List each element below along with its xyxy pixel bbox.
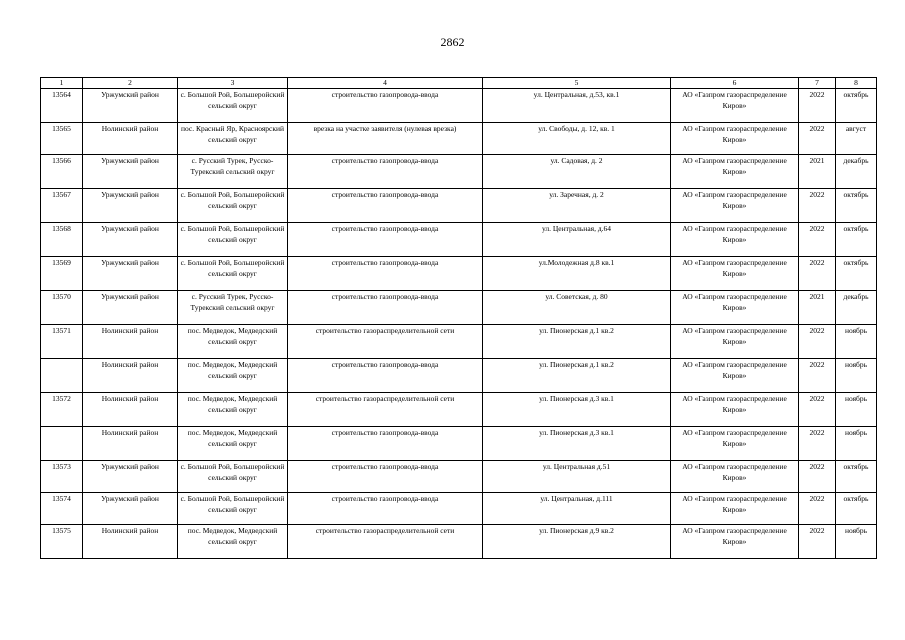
month-cell: октябрь	[836, 189, 877, 223]
row-number-cell: 13571	[41, 325, 83, 359]
year-cell: 2022	[799, 325, 836, 359]
year-cell: 2022	[799, 223, 836, 257]
month-cell: ноябрь	[836, 427, 877, 461]
work-type-cell: врезка на участке заявителя (нулевая врезка)	[288, 123, 483, 155]
district-cell: Уржумский район	[83, 189, 178, 223]
address-cell: ул. Советская, д. 80	[483, 291, 671, 325]
year-cell: 2021	[799, 155, 836, 189]
year-cell: 2022	[799, 257, 836, 291]
district-cell: Нолинский район	[83, 525, 178, 559]
locality-cell: пос. Медведок, Медведский сельский округ	[178, 359, 288, 393]
work-type-cell: строительство газораспределительной сети	[288, 525, 483, 559]
table-row	[41, 189, 877, 223]
table-row	[41, 325, 877, 359]
locality-cell: пос. Медведок, Медведский сельский округ	[178, 525, 288, 559]
work-type-cell: строительство газопровода-ввода	[288, 291, 483, 325]
table-row	[41, 291, 877, 325]
address-cell: ул. Пионерская д.3 кв.1	[483, 427, 671, 461]
locality-cell: пос. Красный Яр, Красноярский сельский округ	[178, 123, 288, 155]
locality-cell: пос. Медведок, Медведский сельский округ	[178, 393, 288, 427]
row-number-cell: 13568	[41, 223, 83, 257]
address-cell: ул. Центральная, д.64	[483, 223, 671, 257]
organization-cell: АО «Газпром газораспределение Киров»	[671, 291, 799, 325]
locality-cell: с. Большой Рой, Большеройский сельский округ	[178, 257, 288, 291]
table-row	[41, 359, 877, 393]
locality-cell: с. Большой Рой, Большеройский сельский округ	[178, 493, 288, 525]
district-cell: Уржумский район	[83, 89, 178, 123]
year-cell: 2022	[799, 393, 836, 427]
work-type-cell: строительство газопровода-ввода	[288, 257, 483, 291]
row-number-cell: 13565	[41, 123, 83, 155]
address-cell: ул. Центральная д.51	[483, 461, 671, 493]
district-cell: Нолинский район	[83, 427, 178, 461]
month-cell: август	[836, 123, 877, 155]
organization-cell: АО «Газпром газораспределение Киров»	[671, 189, 799, 223]
work-type-cell: строительство газопровода-ввода	[288, 493, 483, 525]
table-row	[41, 493, 877, 525]
address-cell: ул.Молодежная д.8 кв.1	[483, 257, 671, 291]
registry-table	[40, 77, 877, 559]
district-cell: Уржумский район	[83, 257, 178, 291]
column-number-row	[41, 78, 877, 89]
district-cell: Нолинский район	[83, 359, 178, 393]
year-cell: 2022	[799, 123, 836, 155]
table-row	[41, 89, 877, 123]
row-number-cell: 13573	[41, 461, 83, 493]
table-row	[41, 223, 877, 257]
address-cell: ул. Пионерская д.9 кв.2	[483, 525, 671, 559]
month-cell: октябрь	[836, 223, 877, 257]
address-cell: ул. Пионерская д.1 кв.2	[483, 359, 671, 393]
column-number: 8	[836, 78, 877, 89]
row-number-cell: 13570	[41, 291, 83, 325]
address-cell: ул. Пионерская д.1 кв.2	[483, 325, 671, 359]
row-number-cell: 13566	[41, 155, 83, 189]
row-number-cell	[41, 427, 83, 461]
locality-cell: с. Большой Рой, Большеройский сельский округ	[178, 189, 288, 223]
organization-cell: АО «Газпром газораспределение Киров»	[671, 257, 799, 291]
table-row	[41, 123, 877, 155]
district-cell: Нолинский район	[83, 123, 178, 155]
row-number-cell: 13575	[41, 525, 83, 559]
organization-cell: АО «Газпром газораспределение Киров»	[671, 359, 799, 393]
year-cell: 2021	[799, 291, 836, 325]
locality-cell: с. Большой Рой, Большеройский сельский округ	[178, 223, 288, 257]
page-number: 2862	[440, 35, 465, 49]
work-type-cell: строительство газопровода-ввода	[288, 223, 483, 257]
work-type-cell: строительство газораспределительной сети	[288, 325, 483, 359]
address-cell: ул. Свободы, д. 12, кв. 1	[483, 123, 671, 155]
row-number-cell: 13569	[41, 257, 83, 291]
district-cell: Нолинский район	[83, 393, 178, 427]
district-cell: Нолинский район	[83, 325, 178, 359]
address-cell: ул. Центральная, д.53, кв.1	[483, 89, 671, 123]
organization-cell: АО «Газпром газораспределение Киров»	[671, 427, 799, 461]
work-type-cell: строительство газопровода-ввода	[288, 461, 483, 493]
locality-cell: с. Большой Рой, Большеройский сельский округ	[178, 89, 288, 123]
year-cell: 2022	[799, 427, 836, 461]
column-number: 6	[671, 78, 799, 89]
organization-cell: АО «Газпром газораспределение Киров»	[671, 325, 799, 359]
organization-cell: АО «Газпром газораспределение Киров»	[671, 393, 799, 427]
month-cell: ноябрь	[836, 525, 877, 559]
district-cell: Уржумский район	[83, 493, 178, 525]
row-number-cell: 13564	[41, 89, 83, 123]
locality-cell: пос. Медведок, Медведский сельский округ	[178, 427, 288, 461]
table-row	[41, 393, 877, 427]
column-number: 7	[799, 78, 836, 89]
month-cell: ноябрь	[836, 359, 877, 393]
work-type-cell: строительство газопровода-ввода	[288, 359, 483, 393]
locality-cell: с. Русский Турек, Русско-Турекский сельский округ	[178, 155, 288, 189]
column-number: 4	[288, 78, 483, 89]
district-cell: Уржумский район	[83, 155, 178, 189]
table-row	[41, 461, 877, 493]
organization-cell: АО «Газпром газораспределение Киров»	[671, 461, 799, 493]
district-cell: Уржумский район	[83, 223, 178, 257]
district-cell: Уржумский район	[83, 461, 178, 493]
month-cell: декабрь	[836, 291, 877, 325]
month-cell: ноябрь	[836, 393, 877, 427]
table-row	[41, 525, 877, 559]
table-row	[41, 427, 877, 461]
work-type-cell: строительство газопровода-ввода	[288, 427, 483, 461]
row-number-cell	[41, 359, 83, 393]
column-number: 5	[483, 78, 671, 89]
column-number: 2	[83, 78, 178, 89]
month-cell: ноябрь	[836, 325, 877, 359]
organization-cell: АО «Газпром газораспределение Киров»	[671, 123, 799, 155]
organization-cell: АО «Газпром газораспределение Киров»	[671, 223, 799, 257]
table-row	[41, 155, 877, 189]
work-type-cell: строительство газопровода-ввода	[288, 189, 483, 223]
column-number: 3	[178, 78, 288, 89]
district-cell: Уржумский район	[83, 291, 178, 325]
month-cell: октябрь	[836, 89, 877, 123]
locality-cell: с. Русский Турек, Русско-Турекский сельский округ	[178, 291, 288, 325]
column-number: 1	[41, 78, 83, 89]
work-type-cell: строительство газораспределительной сети	[288, 393, 483, 427]
address-cell: ул. Пионерская д.3 кв.1	[483, 393, 671, 427]
year-cell: 2022	[799, 493, 836, 525]
organization-cell: АО «Газпром газораспределение Киров»	[671, 493, 799, 525]
work-type-cell: строительство газопровода-ввода	[288, 155, 483, 189]
month-cell: декабрь	[836, 155, 877, 189]
organization-cell: АО «Газпром газораспределение Киров»	[671, 89, 799, 123]
year-cell: 2022	[799, 89, 836, 123]
row-number-cell: 13567	[41, 189, 83, 223]
address-cell: ул. Центральная, д.111	[483, 493, 671, 525]
year-cell: 2022	[799, 461, 836, 493]
locality-cell: пос. Медведок, Медведский сельский округ	[178, 325, 288, 359]
row-number-cell: 13572	[41, 393, 83, 427]
organization-cell: АО «Газпром газораспределение Киров»	[671, 525, 799, 559]
organization-cell: АО «Газпром газораспределение Киров»	[671, 155, 799, 189]
table-row	[41, 257, 877, 291]
month-cell: октябрь	[836, 461, 877, 493]
locality-cell: с. Большой Рой, Большеройский сельский округ	[178, 461, 288, 493]
month-cell: октябрь	[836, 493, 877, 525]
address-cell: ул. Садовая, д. 2	[483, 155, 671, 189]
year-cell: 2022	[799, 189, 836, 223]
row-number-cell: 13574	[41, 493, 83, 525]
work-type-cell: строительство газопровода-ввода	[288, 89, 483, 123]
address-cell: ул. Заречная, д. 2	[483, 189, 671, 223]
month-cell: октябрь	[836, 257, 877, 291]
year-cell: 2022	[799, 359, 836, 393]
year-cell: 2022	[799, 525, 836, 559]
